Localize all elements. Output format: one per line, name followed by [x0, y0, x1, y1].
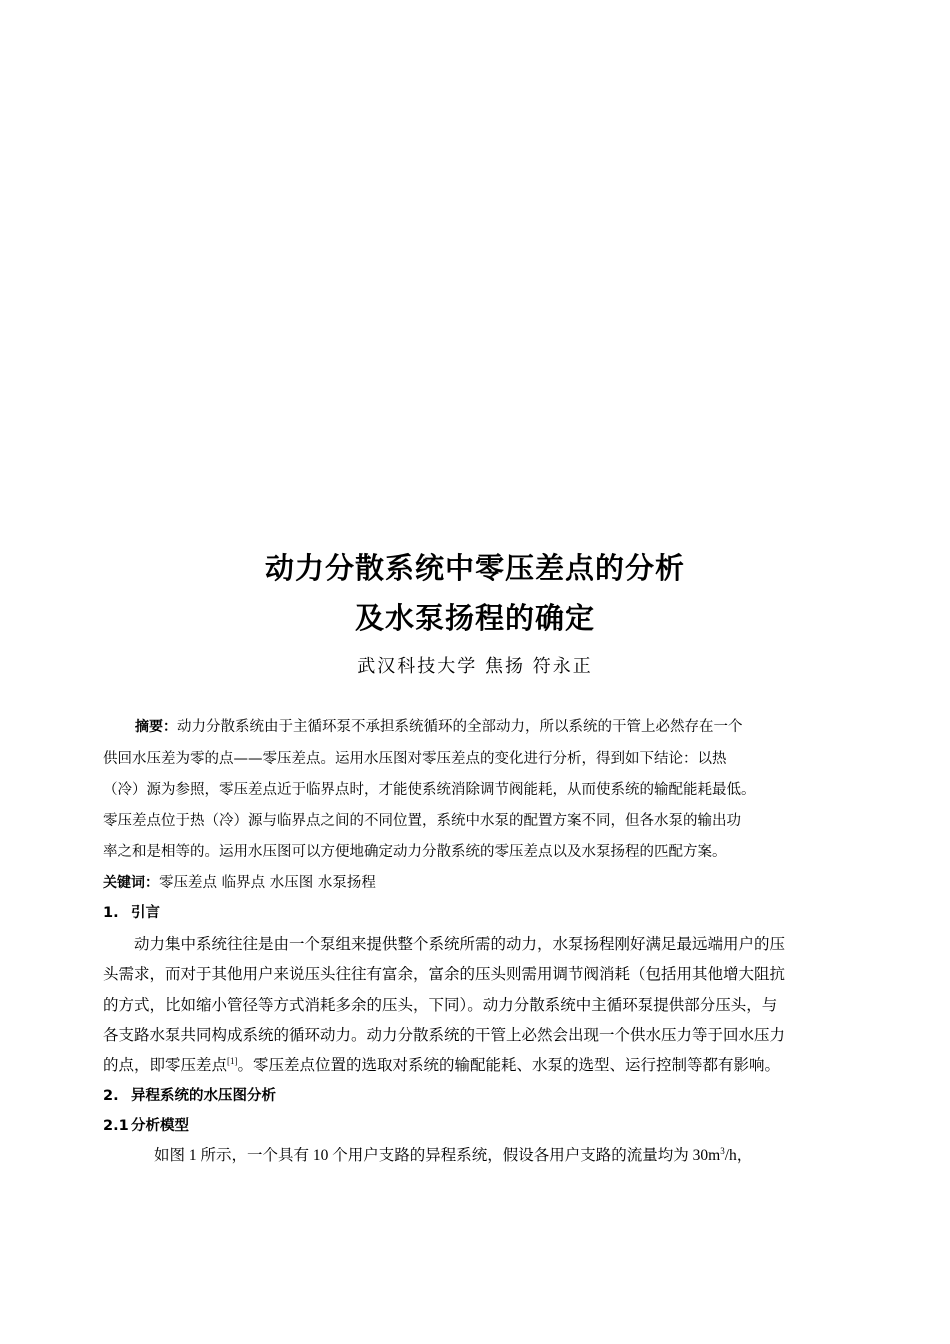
- abstract-label: 摘要：: [135, 719, 177, 735]
- abstract-text-1: 动力分散系统由于主循环泵不承担系统循环的全部动力，所以系统的干管上必然存在一个: [177, 719, 743, 735]
- keywords-label: 关键词：: [103, 875, 159, 891]
- section-2-1-title: 分析模型: [131, 1118, 189, 1134]
- section-2-number: 2.: [103, 1088, 119, 1104]
- keywords-line: [103, 871, 848, 892]
- section-1-line-5: 的点，即零压差点[1]。零压差点位置的选取对系统的输配能耗、水泵的选型、运行控制等都有影响。: [103, 1055, 781, 1074]
- section-2-1-line-1: 如图 1 所示，一个具有 10 个用户支路的异程系统，假设各用户支路的流量均为 $30m^3/h$，: [154, 1145, 753, 1164]
- keywords-text: 零压差点 临界点 水压图 水泵扬程: [159, 875, 376, 891]
- section-1-line-1: 动力集中系统往往是由一个泵组来提供整个系统所需的动力，水泵扬程刚好满足最远端用户的压: [134, 936, 786, 953]
- abstract-line-2: 供回水压差为零的点——零压差点。运用水压图对零压差点的变化进行分析，得到如下结论：以热: [103, 751, 727, 767]
- section-2-1-number: 2.1: [103, 1118, 129, 1134]
- abstract-line-3: （冷）源为参照，零压差点近于临界点时，才能使系统消除调节阀能耗，从而使系统的输配能耗最低。: [103, 782, 756, 798]
- superscript-3: 3: [720, 1145, 725, 1156]
- section-2-title: 异程系统的水压图分析: [131, 1088, 276, 1104]
- abstract-line-4: 零压差点位于热（冷）源与临界点之间的不同位置，系统中水泵的配置方案不同，但各水泵的输出功: [103, 813, 741, 829]
- section-1-line-3: 的方式，比如缩小管径等方式消耗多余的压头，下同）。动力分散系统中主循环泵提供部分压头，与: [103, 997, 778, 1014]
- section-1-line-2: 头需求，而对于其他用户来说压头往往有富余，富余的压头则需用调节阀消耗（包括用其他增大阻抗: [103, 966, 786, 983]
- section-1-title: 引言: [131, 905, 160, 921]
- citation-ref-1: [1]: [227, 1055, 238, 1066]
- paper-title-line-1: 动力分散系统中零压差点的分析: [264, 551, 685, 585]
- section-2-1-heading: [103, 1114, 189, 1135]
- section-1-heading: [103, 901, 160, 922]
- authors-affiliation: 武汉科技大学 焦扬 符永正: [357, 656, 593, 677]
- abstract-line-1: [103, 715, 848, 736]
- paper-title-line-2: 及水泵扬程的确定: [354, 601, 595, 635]
- abstract-line-5: 率之和是相等的。运用水压图可以方便地确定动力分散系统的零压差点以及水泵扬程的匹配方案。: [103, 844, 727, 860]
- section-1-number: 1.: [103, 905, 119, 921]
- section-2-heading: [103, 1084, 276, 1105]
- section-1-line-4: 各支路水泵共同构成系统的循环动力。动力分散系统的干管上必然会出现一个供水压力等于回水压力: [103, 1027, 786, 1044]
